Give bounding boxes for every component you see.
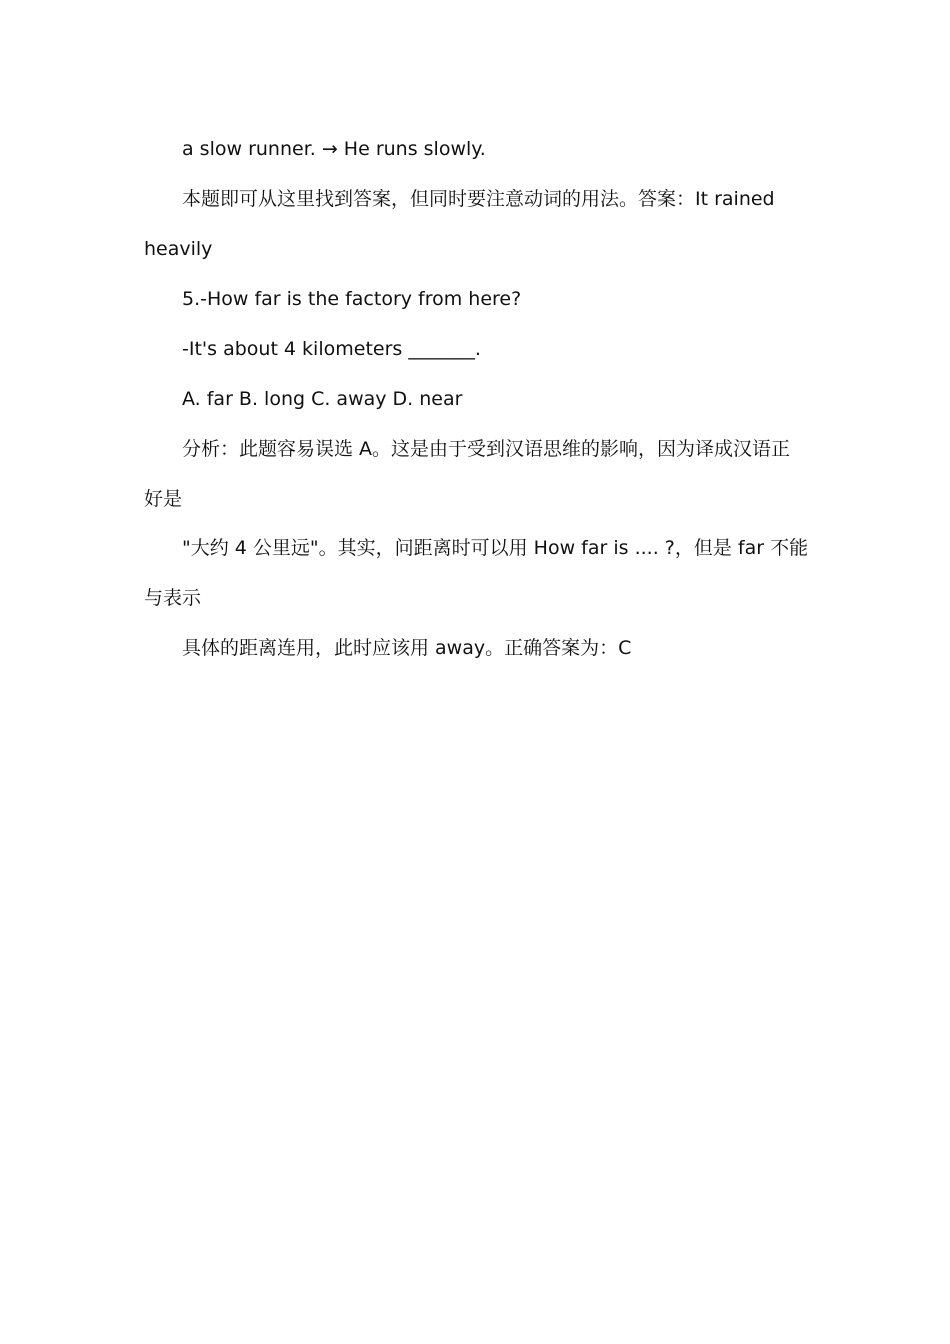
analysis-line-5: 具体的距离连用，此时应该用 away。正确答案为：C [182,637,632,659]
question-5: 5.-How far is the factory from here? [182,288,522,310]
text-line-3: heavily [144,238,213,260]
text-line-2: 本题即可从这里找到答案，但同时要注意动词的用法。答案：It rained [182,188,775,210]
question-5-options: A. far B. long C. away D. near [182,388,463,410]
text-line-1: a slow runner. → He runs slowly. [182,138,486,160]
question-5-answer-blank: -It's about 4 kilometers _______. [182,338,481,360]
analysis-line-4: 与表示 [144,587,202,609]
analysis-line-3: "大约 4 公里远"。其实，问距离时可以用 How far is .... ?，但是 far 不能 [182,537,809,559]
analysis-line-2: 好是 [144,488,183,510]
analysis-line-1: 分析：此题容易误选 A。这是由于受到汉语思维的影响，因为译成汉语正 [182,438,791,460]
